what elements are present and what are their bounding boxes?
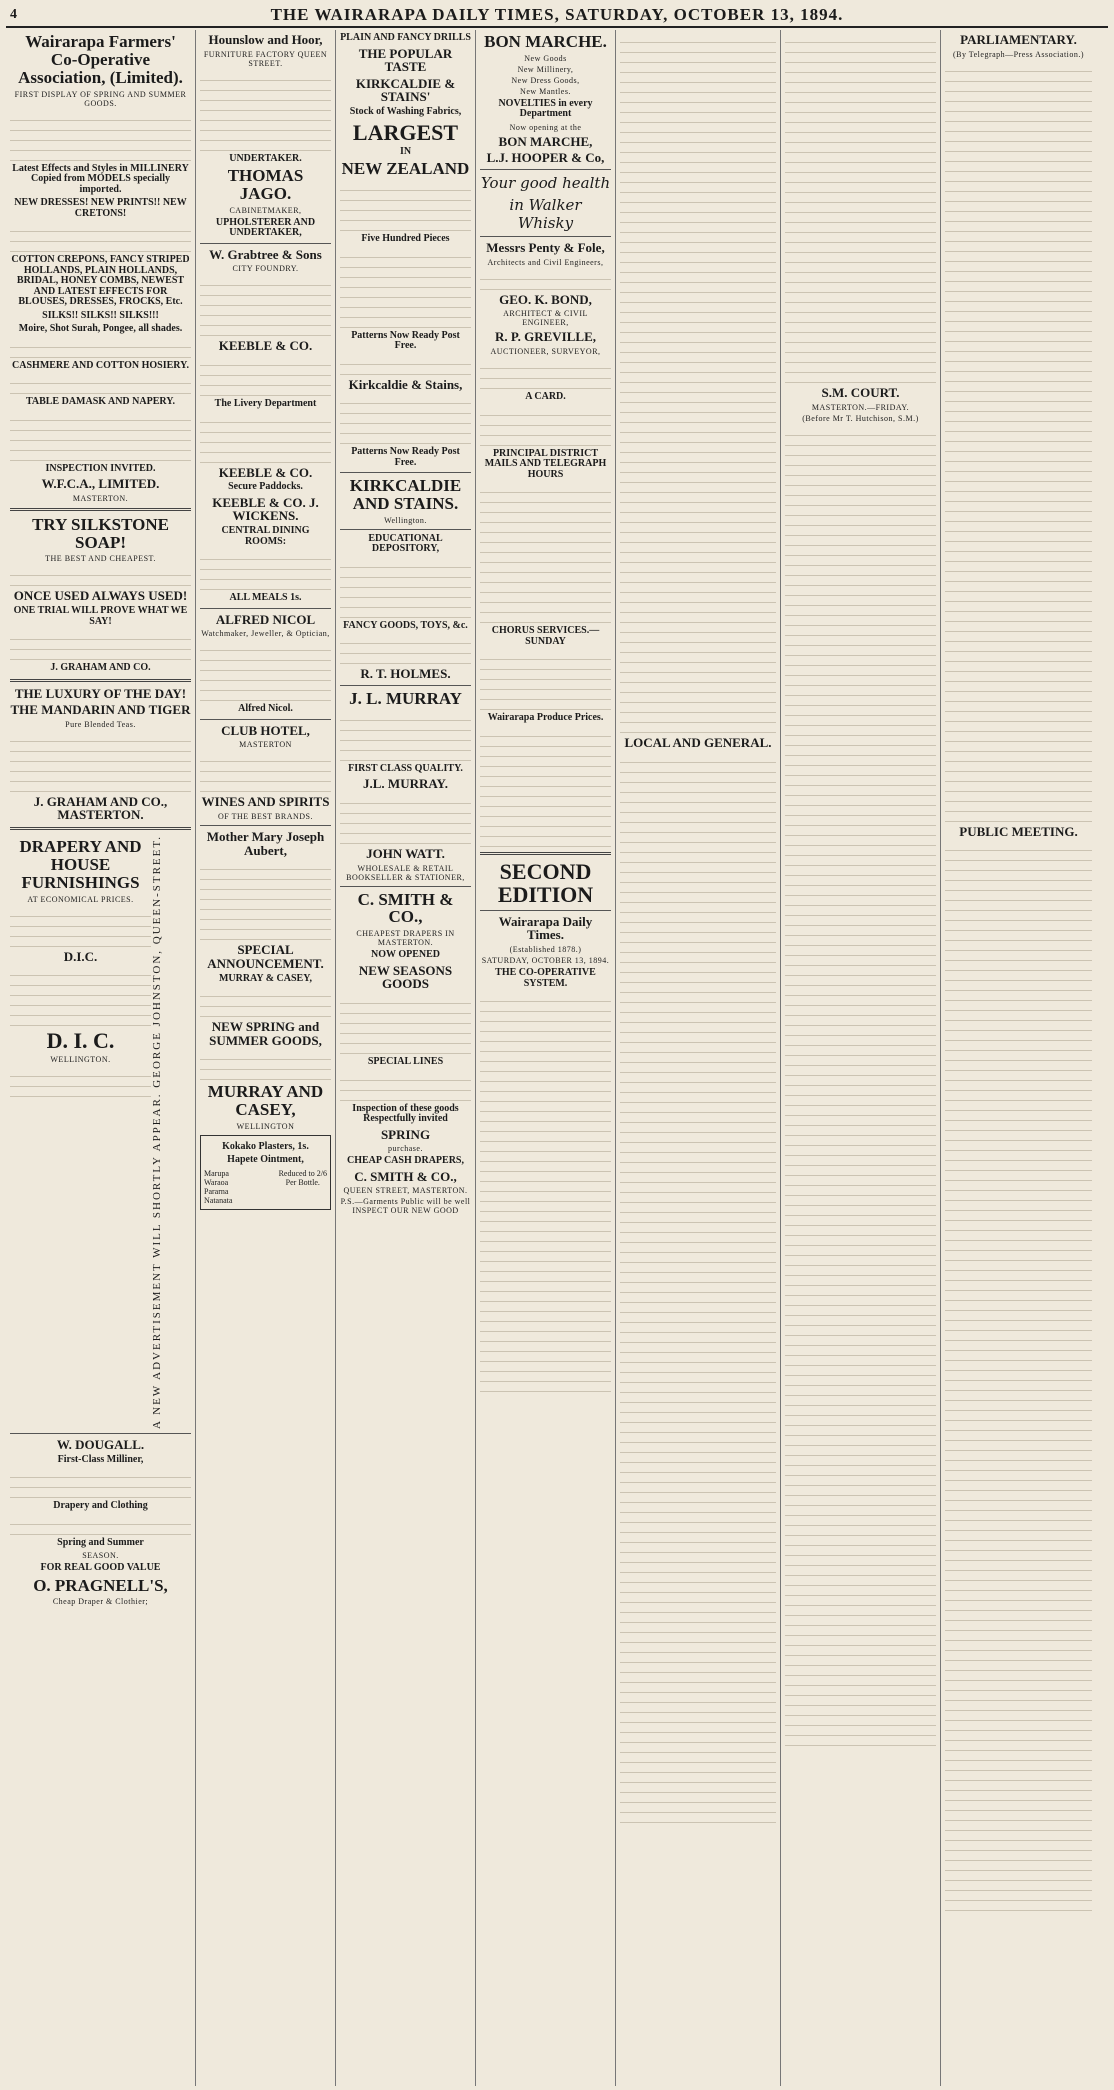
spring-heading: SPRING xyxy=(380,1126,431,1142)
masterton-label: MASTERTON. xyxy=(72,493,129,503)
text-block xyxy=(10,732,191,792)
text-block xyxy=(10,566,191,586)
text-block xyxy=(10,411,191,461)
nicol-heading: ALFRED NICOL xyxy=(215,611,316,627)
remedy-name: Waraoa xyxy=(204,1177,229,1187)
drapery-ad xyxy=(10,835,191,1429)
remedy-box xyxy=(200,1135,331,1210)
patterns-heading: Patterns Now Ready Post Free. xyxy=(351,329,460,351)
cabinetmaker-label: CABINETMAKER, xyxy=(229,205,302,215)
millinery-heading: Latest Effects and Styles in MILLINERY Copied from MODELS specially imported. xyxy=(12,162,189,195)
dic-large-heading: D. I. C. xyxy=(46,1028,115,1054)
kirkcaldie-heading: KIRKCALDIE & STAINS' xyxy=(355,75,456,105)
text-block xyxy=(10,338,191,358)
drills-heading: PLAIN AND FANCY DRILLS xyxy=(340,32,471,43)
text-block xyxy=(340,355,471,375)
text-block xyxy=(480,483,611,623)
established-label: (Established 1878.) xyxy=(509,945,582,955)
divider xyxy=(340,529,471,530)
text-block xyxy=(200,413,331,463)
remedy-per-bottle: Per Bottle. xyxy=(285,1177,320,1187)
milliner-heading: First-Class Milliner, xyxy=(57,1453,144,1465)
remedy-row xyxy=(204,1169,327,1205)
remedy-name: Natanata xyxy=(204,1195,233,1205)
smith-sub: CHEAPEST DRAPERS IN MASTERTON. xyxy=(356,929,455,948)
kirkcaldie-wellington: Wellington. xyxy=(384,515,427,525)
wfca-subheading: FIRST DISPLAY OF SPRING AND SUMMER GOODS. xyxy=(14,89,187,108)
text-block xyxy=(200,276,331,336)
text-block xyxy=(340,181,471,231)
text-block xyxy=(340,634,471,664)
damask-heading: TABLE DAMASK AND NAPERY. xyxy=(25,396,176,408)
divider xyxy=(200,243,331,244)
penty-heading: Messrs Penty & Fole, xyxy=(486,240,605,256)
architects-label: Architects and Civil Engineers, xyxy=(487,257,604,267)
dic-heading: D.I.C. xyxy=(63,948,98,964)
text-block xyxy=(785,426,936,1746)
local-general-heading: LOCAL AND GENERAL. xyxy=(624,735,772,750)
text-block xyxy=(945,62,1092,822)
smith-street: QUEEN STREET, MASTERTON. xyxy=(343,1186,468,1196)
in-label: IN xyxy=(399,145,412,157)
murray-wellington: WELLINGTON xyxy=(236,1121,295,1131)
inspection-heading: INSPECTION INVITED. xyxy=(45,462,156,474)
factory-label: FURNITURE FACTORY QUEEN STREET. xyxy=(203,49,328,68)
smith-heading: C. SMITH & CO., xyxy=(357,889,454,927)
public-meeting-heading: PUBLIC MEETING. xyxy=(959,823,1078,839)
remedy-price: Reduced to 2/6 xyxy=(278,1168,327,1178)
text-block xyxy=(340,394,471,444)
keeble-heading-2: KEEBLE & CO. xyxy=(218,464,313,480)
page-number: 4 xyxy=(10,7,18,22)
aubert-heading: Mother Mary Joseph Aubert, xyxy=(206,828,325,858)
text-block xyxy=(480,650,611,710)
text-block xyxy=(10,966,151,1026)
upholsterer-heading: UPHOLSTERER AND UNDERTAKER, xyxy=(215,216,316,239)
jago-heading: THOMAS JAGO. xyxy=(227,166,304,203)
bond-sub: ARCHITECT & CIVIL ENGINEER, xyxy=(503,309,588,328)
economical-label: AT ECONOMICAL PRICES. xyxy=(27,894,134,904)
kirkcaldie-stains-heading: Kirkcaldie & Stains, xyxy=(348,376,463,392)
whisky-line-1: Your good health xyxy=(480,174,611,193)
dining-rooms-heading: CENTRAL DINING ROOMS: xyxy=(221,525,310,547)
text-block xyxy=(785,33,936,383)
livery-heading: The Livery Department xyxy=(214,398,317,410)
co-op-heading: THE CO-OPERATIVE SYSTEM. xyxy=(495,967,596,989)
wfca-heading: Wairarapa Farmers' Co-Operative Association, (Limited). xyxy=(18,32,183,87)
pragnell-sub: Cheap Draper & Clothier; xyxy=(52,1597,149,1607)
best-cheapest-label: THE BEST AND CHEAPEST. xyxy=(45,554,156,564)
purchase-label: purchase. xyxy=(388,1144,423,1154)
murray-heading-2: J.L. MURRAY. xyxy=(363,776,448,792)
sm-court-heading: S.M. COURT. xyxy=(821,385,900,400)
sm-court-judge: (Before Mr T. Hutchison, S.M.) xyxy=(802,413,919,423)
masthead xyxy=(6,4,1108,28)
dougall-heading: W. DOUGALL. xyxy=(56,1437,145,1452)
divider xyxy=(10,679,191,682)
text-block xyxy=(480,406,611,446)
text-block xyxy=(10,1067,151,1097)
divider xyxy=(480,169,611,170)
drapery-clothing-heading: Drapery and Clothing xyxy=(53,1500,148,1512)
johnston-vertical-ad: A NEW ADVERTISEMENT WILL SHORTLY APPEAR. GEORGE JOHNSTON, QUEEN-STREET. xyxy=(151,835,163,1429)
paddocks-heading: Secure Paddocks. xyxy=(228,481,303,493)
blended-teas-label: Pure Blended Teas. xyxy=(65,719,136,729)
hounslow-heading: Hounslow and Hoor, xyxy=(208,32,323,47)
text-block xyxy=(10,222,191,252)
wines-heading: WINES AND SPIRITS xyxy=(201,794,330,810)
text-block xyxy=(200,641,331,701)
bond-heading: GEO. K. BOND, xyxy=(499,291,592,307)
text-block xyxy=(340,794,471,844)
spring-summer-heading: Spring and Summer xyxy=(57,1536,144,1548)
text-block xyxy=(10,630,191,660)
text-block xyxy=(200,987,331,1017)
text-block xyxy=(200,752,331,792)
column-7 xyxy=(941,30,1096,2086)
parliamentary-heading: PARLIAMENTARY. xyxy=(960,32,1077,47)
divider xyxy=(480,910,611,911)
holmes-heading: R. T. HOLMES. xyxy=(360,666,451,682)
text-block xyxy=(200,1050,331,1080)
text-block xyxy=(200,550,331,590)
five-hundred-heading: Five Hundred Pieces xyxy=(361,233,450,244)
parliamentary-sub: (By Telegraph—Press Association.) xyxy=(952,49,1085,59)
text-block xyxy=(200,860,331,940)
divider xyxy=(10,1433,191,1434)
second-edition-heading: SECOND EDITION xyxy=(497,858,594,907)
dresses-heading: NEW DRESSES! NEW PRINTS!! NEW CRETONS! xyxy=(14,197,187,219)
divider xyxy=(340,685,471,686)
graham-heading: J. GRAHAM AND CO. xyxy=(50,662,151,673)
produce-heading: Wairarapa Produce Prices. xyxy=(487,712,604,724)
bon-line: New Dress Goods, xyxy=(511,75,580,85)
club-hotel-heading: CLUB HOTEL, xyxy=(221,722,310,738)
whisky-line-2: in Walker Whisky xyxy=(509,196,582,233)
mandarin-heading: THE MANDARIN AND TIGER xyxy=(10,702,191,718)
wellington-label: WELLINGTON. xyxy=(50,1055,111,1065)
divider xyxy=(200,825,331,826)
washing-fabrics-heading: Stock of Washing Fabrics, xyxy=(349,106,462,118)
first-class-heading: FIRST CLASS QUALITY. xyxy=(348,762,463,774)
masthead-title: THE WAIRARAPA DAILY TIMES, SATURDAY, OCTOBER 13, 1894. xyxy=(270,5,844,24)
date-line: SATURDAY, OCTOBER 13, 1894. xyxy=(481,956,610,966)
text-block xyxy=(200,71,331,151)
new-zealand-heading: NEW ZEALAND xyxy=(341,159,470,179)
meals-heading: ALL MEALS 1s. xyxy=(229,592,302,604)
now-opened-heading: NOW OPENED xyxy=(371,949,440,961)
ps-label: P.S.—Garments Public will be well INSPECT OUR NEW GOOD xyxy=(340,1197,471,1216)
silks-heading: SILKS!! SILKS!! SILKS!!! xyxy=(42,309,159,321)
undertaker-heading: UNDERTAKER. xyxy=(229,152,302,164)
hapete-heading: Hapete Ointment, xyxy=(227,1154,304,1166)
column-2 xyxy=(196,30,336,2086)
club-masterton-label: MASTERTON xyxy=(239,740,292,750)
season-label: SEASON. xyxy=(82,1551,119,1561)
text-block xyxy=(340,1071,471,1101)
divider xyxy=(480,236,611,237)
grabtree-heading: W. Grabtree & Sons xyxy=(209,246,322,262)
remedy-name: Marupa xyxy=(204,1168,229,1178)
luxury-heading: THE LUXURY OF THE DAY! xyxy=(14,685,187,701)
text-block xyxy=(480,727,611,847)
sm-court-date: MASTERTON.—FRIDAY. xyxy=(811,402,910,412)
murray-casey-heading: MURRAY & CASEY, xyxy=(218,972,313,984)
text-block xyxy=(945,841,1092,1911)
text-block xyxy=(480,359,611,389)
special-lines-heading: SPECIAL LINES xyxy=(367,1056,444,1068)
divider xyxy=(200,719,331,720)
text-block xyxy=(620,33,776,733)
special-announcement-heading: SPECIAL ANNOUNCEMENT. xyxy=(207,942,324,971)
bon-line: New Mantles. xyxy=(520,86,571,96)
card-heading: A CARD. xyxy=(525,391,566,403)
columns xyxy=(6,30,1108,2086)
divider xyxy=(200,608,331,609)
kokako-heading: Kokako Plasters, 1s. xyxy=(222,1140,309,1152)
text-block xyxy=(340,558,471,618)
educational-heading: EDUCATIONAL DEPOSITORY, xyxy=(368,532,443,555)
wickens-heading: KEEBLE & CO. J. WICKENS. xyxy=(212,494,319,524)
moire-heading: Moire, Shot Surah, Pongee, all shades. xyxy=(18,323,183,335)
one-trial-heading: ONE TRIAL WILL PROVE WHAT WE SAY! xyxy=(13,605,188,627)
divider xyxy=(10,827,191,830)
text-block xyxy=(480,992,611,1392)
text-block xyxy=(620,753,776,1823)
silkstone-heading: TRY SILKSTONE SOAP! xyxy=(32,514,169,552)
watchmaker-label: Watchmaker, Jeweller, & Optician, xyxy=(201,629,330,639)
bon-line: New Goods xyxy=(524,53,567,63)
divider xyxy=(10,508,191,511)
text-block xyxy=(10,374,191,394)
text-block xyxy=(480,270,611,290)
now-opening-label: Now opening at the xyxy=(509,122,582,132)
novelties-heading: NOVELTIES in every Department xyxy=(498,97,593,120)
greville-heading: R. P. GREVILLE, xyxy=(494,329,597,345)
wfca-limited-heading: W.F.C.A., LIMITED. xyxy=(41,476,160,492)
inspection-goods-heading: Inspection of these goods Respectfully invited xyxy=(352,1102,459,1125)
keeble-heading: KEEBLE & CO. xyxy=(218,338,313,354)
divider xyxy=(340,886,471,887)
text-block xyxy=(10,1468,191,1498)
watt-heading: JOHN WATT. xyxy=(366,845,445,861)
largest-heading: LARGEST xyxy=(352,119,459,145)
foundry-label: CITY FOUNDRY. xyxy=(232,264,299,274)
divider xyxy=(480,852,611,855)
column-4 xyxy=(476,30,616,2086)
murray-casey-large: MURRAY AND CASEY, xyxy=(207,1082,324,1120)
once-used-heading: ONCE USED ALWAYS USED! xyxy=(13,588,188,604)
murray-heading: J. L. MURRAY xyxy=(349,688,462,708)
cheap-cash-heading: CHEAP CASH DRAPERS, xyxy=(347,1155,464,1167)
remedy-name: Pararna xyxy=(204,1186,229,1196)
chorus-heading: CHORUS SERVICES.—SUNDAY xyxy=(491,625,600,647)
text-block xyxy=(200,356,331,396)
new-spring-heading: NEW SPRING and SUMMER GOODS, xyxy=(209,1019,322,1048)
column-1 xyxy=(6,30,196,2086)
text-block xyxy=(10,907,151,947)
column-5 xyxy=(616,30,781,2086)
column-3 xyxy=(336,30,476,2086)
smith-heading-2: C. SMITH & CO., xyxy=(354,1168,457,1184)
bon-marche-2: BON MARCHE, xyxy=(498,133,593,149)
text-block xyxy=(10,1515,191,1535)
greville-sub: AUCTIONEER, SURVEYOR, xyxy=(490,347,601,357)
watt-sub: WHOLESALE & RETAIL BOOKSELLER & STATIONER, xyxy=(346,863,465,882)
popular-taste-heading: THE POPULAR TASTE xyxy=(358,45,453,75)
hosiery-heading: CASHMERE AND COTTON HOSIERY. xyxy=(12,359,189,371)
remedy-names xyxy=(204,1169,232,1205)
hooper-heading: L.J. HOOPER & Co, xyxy=(486,150,605,166)
text-block xyxy=(340,994,471,1054)
column-6 xyxy=(781,30,941,2086)
text-block xyxy=(10,111,191,161)
drapery-heading: DRAPERY AND HOUSE FURNISHINGS xyxy=(19,837,142,892)
text-block xyxy=(340,711,471,761)
daily-times-heading: Wairarapa Daily Times. xyxy=(498,913,593,943)
fancy-goods-heading: FANCY GOODS, TOYS, &c. xyxy=(343,619,468,631)
bon-marche-heading: BON MARCHE. xyxy=(484,32,607,51)
brands-label: OF THE BEST BRANDS. xyxy=(218,811,313,821)
cotton-heading: COTTON CREPONS, FANCY STRIPED HOLLANDS, PLAIN HOLLANDS, BRIDAL, HONEY COMBS, NEWEST AND LATEST EFFECTS FOR BLOUSES, DRESSES, FROCKS, Etc. xyxy=(11,254,190,308)
patterns-heading-2: Patterns Now Ready Post Free. xyxy=(351,446,460,468)
pragnell-heading: O. PRAGNELL'S, xyxy=(33,1575,168,1595)
text-block xyxy=(340,248,471,328)
good-value-heading: FOR REAL GOOD VALUE xyxy=(40,1562,161,1574)
mails-heading: PRINCIPAL DISTRICT MAILS AND TELEGRAPH HOURS xyxy=(484,447,607,480)
divider xyxy=(340,472,471,473)
kirkcaldie-large: KIRKCALDIE AND STAINS. xyxy=(349,476,462,513)
bon-line: New Millinery, xyxy=(517,64,574,74)
graham-masterton-heading: J. GRAHAM AND CO., MASTERTON. xyxy=(33,793,168,823)
nicol-signature: Alfred Nicol. xyxy=(238,703,293,715)
new-seasons-heading: NEW SEASONS GOODS xyxy=(358,962,453,992)
